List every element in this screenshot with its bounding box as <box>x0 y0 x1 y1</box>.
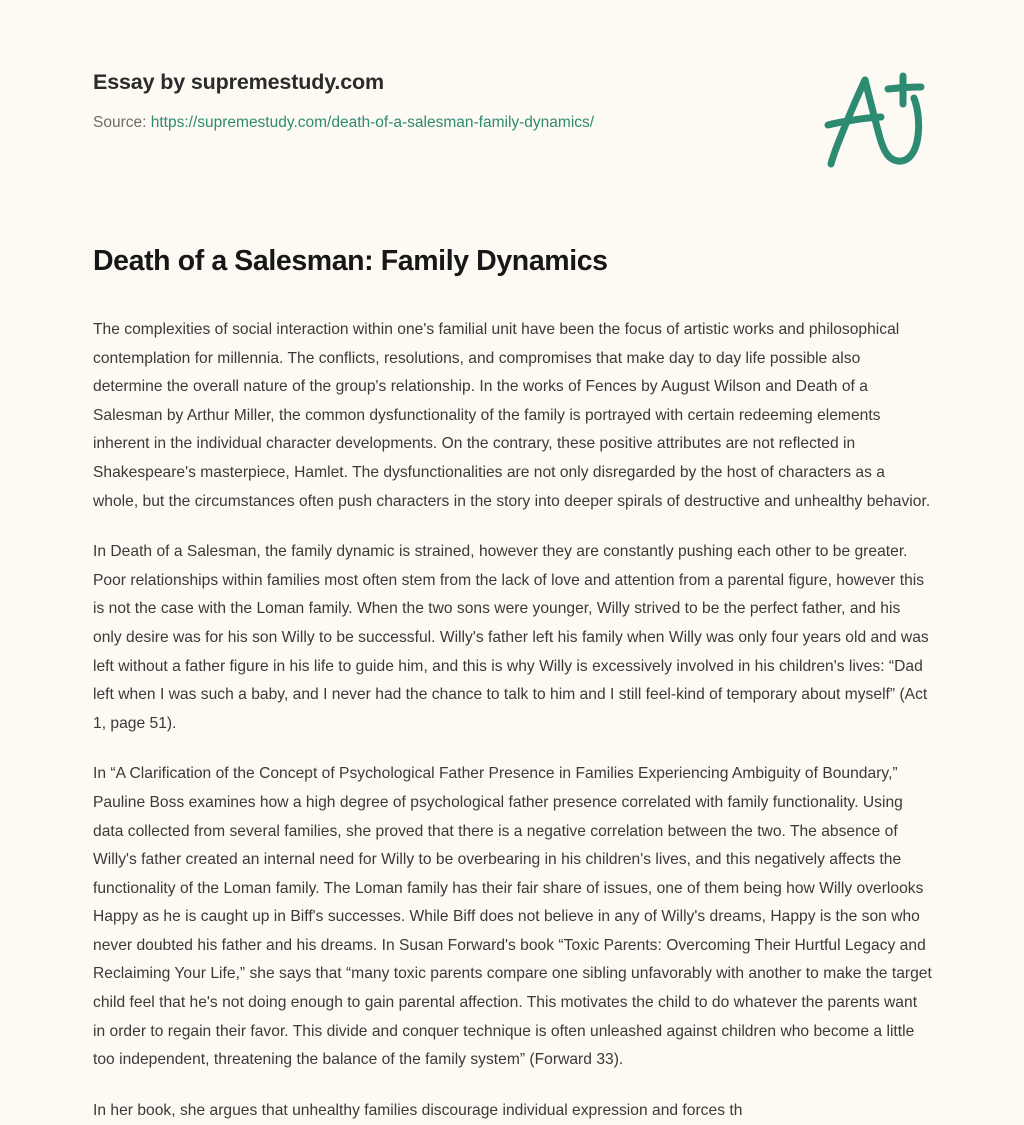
article <box>93 242 933 1125</box>
article-paragraph: In her book, she argues that unhealthy families discourage individual expression and forces th <box>93 1101 743 1119</box>
source-line <box>93 112 793 134</box>
source-url-link[interactable]: https://supremestudy.com/death-of-a-salesman-family-dynamics/ <box>150 114 595 131</box>
a-plus-logo-icon <box>818 68 930 172</box>
article-paragraph: In “A Clarification of the Concept of Psychological Father Presence in Families Experiencing Ambiguity of Boundary,” Pauline Boss examines how a high degree of psychological father presence correlated with family functionality. Using data collected from several families, she proved that there is a negative correlation between the two. The absence of Willy's father created an internal need for Willy to be overbearing in his children's lives, and this negatively affects the functionality of the Loman family. The Loman family has their fair share of issues, one of them being how Willy overlooks Happy as he is caught up in Biff's successes. While Biff does not believe in any of Willy's dreams, Happy is the son who never doubted his father and his dreams. In Susan Forward's book “Toxic Parents: Overcoming Their Hurtful Legacy and Reclaiming Your Life,” she says that “many toxic parents compare one sibling unfavorably with another to make the target child feel that he's not doing enough to gain parental affection. This motivates the child to do whatever the parents want in order to regain their favor. This divide and conquer technique is often unleashed against children who become a little too independent, threatening the balance of the family system” (Forward 33). <box>93 765 932 1069</box>
page-header <box>0 0 1024 185</box>
article-paragraph: The complexities of social interaction within one's familial unit have been the focus of artistic works and philosophical contemplation for millennia. The conflicts, resolutions, and compromises that make day to day life possible also determine the overall nature of the group's relationship. In the works of Fences by August Wilson and Death of a Salesman by Arthur Miller, the common dysfunctionality of the family is portrayed with certain redeeming elements inherent in the individual character developments. On the contrary, these positive attributes are not reflected in Shakespeare's masterpiece, Hamlet. The dysfunctionalities are not only disregarded by the host of characters as a whole, but the circumstances often push characters in the story into deeper spirals of destructive and unhealthy behavior. <box>93 321 931 510</box>
brand-byline: Essay by supremestudy.com <box>93 70 385 94</box>
page-title: Death of a Salesman: Family Dynamics <box>93 245 608 277</box>
article-paragraph: In Death of a Salesman, the family dynamic is strained, however they are constantly pushing each other to be greater. Poor relationships within families most often stem from the lack of love and attention from a parental figure, however this is not the case with the Loman family. When the two sons were younger, Willy strived to be the perfect father, and his only desire was for his son Willy to be successful. Willy's father left his family when Willy was only four years old and was left without a father figure in his life to guide him, and this is why Willy is excessively involved in his children's lives: “Dad left when I was such a baby, and I never had the chance to talk to him and I still feel-kind of temporary about myself” (Act 1, page 51). <box>93 543 929 732</box>
source-label: Source: <box>93 114 147 131</box>
article-body <box>93 316 933 1125</box>
brand-block <box>93 68 793 134</box>
